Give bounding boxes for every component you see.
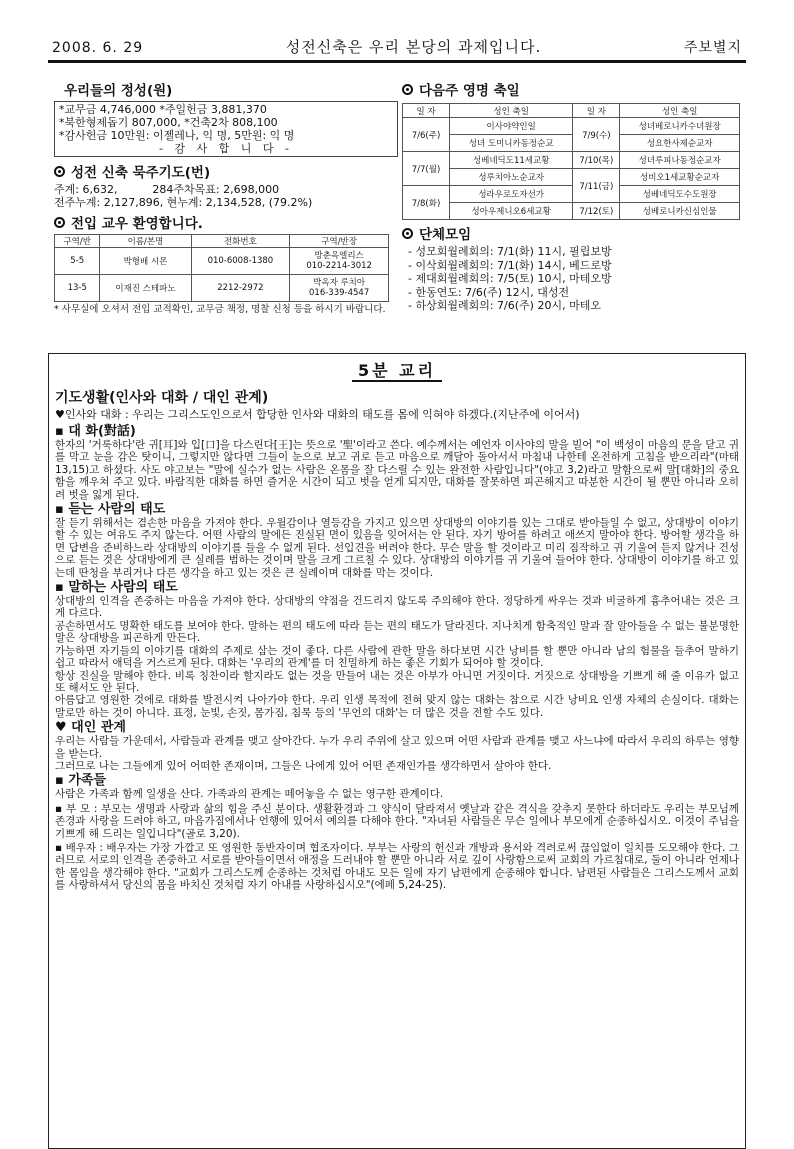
list-item: - 제대회월례회의: 7/5(토) 10시, 마테오방 bbox=[408, 272, 612, 285]
doctrine-intro: ♥인사와 대화 : 우리는 그리스도인으로서 합당한 인사와 대화의 태도를 몸에 익혀야 하겠다.(지난주에 이어서) bbox=[55, 408, 580, 421]
list-item: - 하상회월례회의: 7/6(주) 20시, 마테오 bbox=[408, 299, 601, 312]
paragraph: 우리는 사람들 가운데서, 사람들과 관계를 맺고 살아간다. 누가 우리 주위에 살고 있으며 어떤 사람과 관계를 맺고 사느냐에 따라서 우리의 하루는 영향을 받는다. bbox=[55, 735, 739, 760]
table-header: 성인 축일 bbox=[450, 104, 573, 118]
doctrine-topic: 기도생활(인사와 대화 / 대인 관계) bbox=[55, 390, 269, 406]
table-cell: 2212-2972 bbox=[191, 275, 290, 302]
table-row bbox=[403, 169, 740, 186]
table-cell: 이재진 스테파노 bbox=[100, 275, 191, 302]
table-row bbox=[403, 118, 740, 135]
paragraph: ▪ 배우자 : 배우자는 가장 가깝고 또 영원한 동반자이며 협조자이다. 부부는 사랑의 헌신과 개방과 용서와 격려로써 끊임없이 일치를 도모해야 한다. 그러므로 서로의 인격을 존중하고 서로를 받아들이면서 애정을 드러내야 할 뿐만 아니라 서로 깊이 사랑함으로써 교회의 가르침대로, 둘이 아니라 언제나 한 몸임을 생각해야 한다. "교회가 그리스도께 순종하는 것처럼 아내도 모든 일에 자기 남편에게 순종해야 합니다. 남편된 사람들은 그리스도께서 교회를 사랑하셔서 당신의 몸을 바치신 것처럼 자기 아내를 사랑하십시오"(에페 5,24-25). bbox=[55, 841, 739, 892]
offering-heading: 우리들의 정성(원) bbox=[64, 83, 173, 99]
table-cell: 박형배 시몬 bbox=[100, 248, 191, 275]
paragraph: 잘 듣기 위해서는 겸손한 마음을 가져야 한다. 우월감이나 열등감을 가지고 있으면 상대방의 이야기를 있는 그대로 받아들일 수 없고, 상대방이 이야기할 수 있는 여유도 주지 않는다. 어떤 사람의 말에든 진실된 면이 있음을 잊어서는 안 된다. 자기 방어를 하려고 애쓰지 말아야 한다. 방어할 생각을 하면 답변을 준비하느라 상대방의 이야기를 들을 수 없게 된다. 선입견을 버려야 한다. 무슨 말을 할 것이라고 미리 짐작하고 귀 기울여 듣지 않거나 건성으로 듣는 것은 상대방에게 큰 실례를 범하는 것이며 말을 크게 그르칠 수 있다. 상대방의 이야기를 귀 기울여 들어야 한다. 상대방이 이야기를 하고 있는데 딴청을 부리거나 다른 생각을 하고 있는 것은 큰 실례이며 대화를 막는 것이다. bbox=[55, 517, 739, 579]
table-row bbox=[403, 203, 740, 220]
bullet-circle-icon bbox=[54, 166, 65, 177]
welcome-heading-row bbox=[54, 212, 398, 232]
feast-name: 성녀 도미니카동정순교 bbox=[450, 135, 573, 152]
table-row bbox=[55, 275, 389, 302]
doctrine-title-text: 5분 교리 bbox=[352, 361, 442, 382]
section-heading: ♥ 대인 관계 bbox=[55, 720, 126, 736]
meetings-heading-row bbox=[402, 223, 746, 243]
leader-name: 박옥자 루치아 bbox=[313, 278, 366, 288]
offering-box bbox=[54, 101, 398, 157]
section-heading: ▪ 말하는 사람의 태도 bbox=[55, 580, 178, 596]
table-header: 구역/반장 bbox=[290, 235, 389, 248]
table-cell: 5-5 bbox=[55, 248, 100, 275]
header-date: 2008. 6. 29 bbox=[52, 40, 144, 56]
feast-name: 성비오1세교황순교자 bbox=[620, 169, 740, 186]
feast-date: 7/11(금) bbox=[573, 169, 620, 203]
header-label: 주보별지 bbox=[683, 40, 742, 56]
feast-name: 성요한사제순교자 bbox=[620, 135, 740, 152]
feast-name: 성베로니카신심인물 bbox=[620, 203, 740, 220]
bulletin-page bbox=[48, 36, 746, 1149]
table-header: 성인 축일 bbox=[620, 104, 740, 118]
offering-line: *북한형제돕기 807,000, *건축2차 808,100 bbox=[59, 116, 278, 129]
bullet-circle-icon bbox=[402, 84, 413, 95]
table-header: 전화번호 bbox=[191, 235, 290, 248]
feast-date: 7/10(목) bbox=[573, 152, 620, 169]
bullet-circle-icon bbox=[54, 217, 65, 228]
section-heading: ▪ 가족들 bbox=[55, 773, 107, 789]
rosary-line: 주계: 6,632, 284주차목표: 2,698,000 bbox=[54, 183, 280, 196]
paragraph: 사람은 가족과 함께 일생을 산다. 가족과의 관계는 떼어놓을 수 없는 영구한 관계이다. bbox=[55, 788, 444, 801]
table-header: 이름/본명 bbox=[100, 235, 191, 248]
list-item: - 성모회월례회의: 7/1(화) 11시, 필립보방 bbox=[408, 245, 612, 258]
feast-name: 성녀루피나동정순교자 bbox=[620, 152, 740, 169]
meetings-heading: 단체모임 bbox=[419, 227, 472, 243]
left-column bbox=[48, 77, 398, 349]
paragraph: 가능하면 자기들의 이야기를 대화의 주제로 삼는 것이 좋다. 다른 사람에 관한 말을 하다보면 시간 낭비를 할 뿐만 아니라 남의 험물을 들추어 말하기 쉽고 따라서 애덕을 거스르게 된다. 대화는 '우리의 관계'를 더 친밀하게 하는 좋은 기회가 되어야 할 것이다. bbox=[55, 644, 739, 670]
feast-heading-row bbox=[402, 79, 746, 99]
welcome-note: * 사무실에 오셔서 전입 교적확인, 교무금 책정, 명찰 신청 등을 하시기 바랍니다. bbox=[54, 304, 386, 315]
feast-table bbox=[402, 103, 740, 220]
page-header bbox=[48, 36, 746, 63]
table-header: 일 자 bbox=[573, 104, 620, 118]
notice-area bbox=[48, 77, 746, 349]
table-row bbox=[55, 248, 389, 275]
header-title: 성전신축은 우리 본당의 과제입니다. bbox=[285, 38, 542, 56]
paragraph: 한자의 '거룩하다'란 귀[耳]와 입[口]을 다스린다[王]는 뜻으로 '聖'이라고 쓴다. 예수께서는 예언자 이사야의 말을 빌어 "이 백성이 마음의 문을 닫고 귀를 막고 눈을 감은 탓이니, 그렇지만 않다면 그들이 눈으로 보고 귀로 듣고 마음으로 깨달아 돌아서서 마침내 나한테 온전하게 고침을 받으리라"(마태 13,15)고 하셨다. 사도 야고보는 "말에 실수가 없는 사람은 온몸을 잘 다스릴 수 있는 완전한 사람입니다"(야고 3,2)라고 말함으로써 말[대화]의 중요함을 깨우쳐 주고 있다. 바람직한 대화를 하면 즐거운 시간이 되고 벗을 얻게 되지만, 대화를 잘못하면 피곤해지고 따분한 시간이 될 뿐만 아니라 오히려 벗을 잃게 된다. bbox=[55, 439, 739, 501]
paragraph: 아름답고 영원한 것에로 대화를 발전시켜 나아가야 한다. 우리 인생 목적에 전혀 맞지 않는 대화는 참으로 시간 낭비요 인생 자체의 손실이다. 대화는 말로만 하는 것이 아니다. 표정, 눈빛, 손짓, 몸가짐, 침묵 등의 '무언의 대화'는 더 많은 것을 전할 수도 있다. bbox=[55, 694, 739, 719]
feast-date: 7/7(월) bbox=[403, 152, 450, 186]
table-cell: 010-6008-1380 bbox=[191, 248, 290, 275]
feast-date: 7/9(수) bbox=[573, 118, 620, 152]
feast-name: 성녀베로니카수녀원장 bbox=[620, 118, 740, 135]
rosary-line: 전주누계: 2,127,896, 현누계: 2,134,528, (79.2%) bbox=[54, 196, 313, 209]
table-row bbox=[403, 135, 740, 152]
table-header: 일 자 bbox=[403, 104, 450, 118]
doctrine-box bbox=[48, 353, 746, 1149]
table-row bbox=[403, 186, 740, 203]
feast-heading: 다음주 영명 축일 bbox=[419, 83, 520, 99]
offering-thanks: - 감 사 합 니 다 - bbox=[158, 142, 294, 155]
section-heading: ▪ 듣는 사람의 태도 bbox=[55, 502, 166, 518]
paragraph: 공손하면서도 명확한 태도를 보여야 한다. 말하는 편의 태도에 따라 듣는 편의 태도가 달라진다. 지나치게 함축적인 말과 잘 알아들을 수 없는 불분명한 말은 상대방을 피곤하게 만든다. bbox=[55, 619, 739, 645]
feast-name: 성베네딕도수도원장 bbox=[620, 186, 740, 203]
feast-name: 이사야약인일 bbox=[450, 118, 573, 135]
welcome-table bbox=[54, 234, 389, 302]
doctrine-title bbox=[55, 358, 739, 381]
feast-date: 7/8(화) bbox=[403, 186, 450, 220]
rosary-heading-row bbox=[54, 161, 398, 181]
paragraph: ▪ 부 모 : 부모는 생명과 사랑과 삶의 힘을 주신 분이다. 생활환경과 그 양식이 달라져서 옛날과 같은 격식을 갖추지 못한다 하더라도 우리는 부모님께 존경과 사랑을 드려야 하고, 마음가짐에서나 언행에 있어서 예의를 다해야 한다. "자녀된 사람들은 무슨 일에나 부모에게 순종하십시오. 이것이 주님을 기쁘게 해 드리는 일입니다"(골로 3,20). bbox=[55, 802, 739, 840]
table-header: 구역/반 bbox=[55, 235, 100, 248]
feast-name: 성라우로도자선가 bbox=[450, 186, 573, 203]
feast-date: 7/6(주) bbox=[403, 118, 450, 152]
bullet-circle-icon bbox=[402, 228, 413, 239]
leader-phone: 010-2214-3012 bbox=[306, 261, 372, 271]
leader-name: 방춘옥엘리스 bbox=[314, 251, 364, 261]
table-cell bbox=[290, 275, 389, 302]
right-column bbox=[398, 77, 746, 349]
leader-phone: 016-339-4547 bbox=[309, 288, 370, 298]
feast-name: 성베네딕도11세교황 bbox=[450, 152, 573, 169]
list-item: - 한동연도: 7/6(주) 12시, 대성전 bbox=[408, 285, 570, 299]
offering-line: *감사헌금 10만원: 이젤레나, 익 명, 5만원: 익 명 bbox=[59, 129, 295, 142]
paragraph: 상대방의 인격을 존중하는 마음을 가져야 한다. 상대방의 약점을 건드리지 않도록 주의해야 한다. 정당하게 싸우는 것과 비굴하게 흉추어내는 것은 크게 다르다. bbox=[55, 595, 739, 620]
rosary-heading: 성전 신축 묵주기도(번) bbox=[71, 165, 211, 181]
feast-date: 7/12(토) bbox=[573, 203, 620, 220]
offering-line: *교무금 4,746,000 *주일헌금 3,881,370 bbox=[59, 103, 267, 116]
list-item: - 이삭회월례회의: 7/1(화) 14시, 베드로방 bbox=[408, 258, 612, 272]
table-cell: 13-5 bbox=[55, 275, 100, 302]
paragraph: 항상 진실을 말해야 한다. 비록 칭찬이라 할지라도 없는 것을 만들어 내는 것은 아부가 아니면 거짓이다. 거짓으로 상대방을 기쁘게 해 줄 이유가 없고 또 해서도 안 된다. bbox=[55, 669, 739, 694]
feast-name: 성아우제니오6세교황 bbox=[450, 203, 573, 220]
meetings-list bbox=[402, 245, 746, 313]
paragraph: 그러므로 나는 그들에게 있어 어떠한 존재이며, 그들은 나에게 있어 어떤 존재인가를 생각하면서 살아야 한다. bbox=[55, 759, 552, 772]
table-row bbox=[403, 152, 740, 169]
feast-name: 성루치아노순교자 bbox=[450, 169, 573, 186]
section-heading: ▪ 대 화(對話) bbox=[55, 424, 136, 439]
table-cell bbox=[290, 248, 389, 275]
welcome-heading: 전입 교우 환영합니다. bbox=[71, 216, 203, 232]
